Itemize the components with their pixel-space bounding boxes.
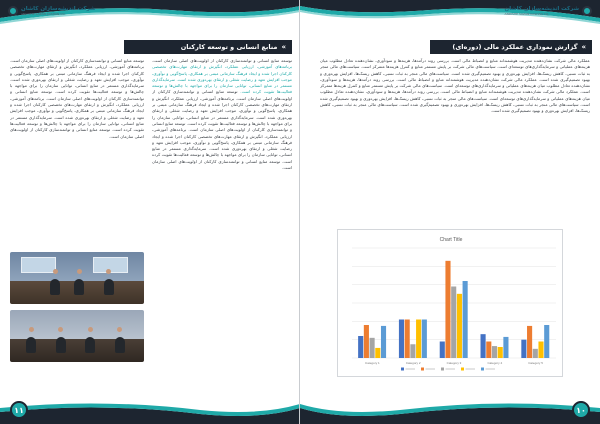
legend-swatch — [441, 368, 444, 371]
chart-bar — [422, 320, 427, 359]
financial-report-text — [320, 58, 590, 220]
x-tick-label: Category 5 — [528, 361, 543, 365]
chart-bar — [358, 336, 363, 358]
x-tick-label: Category 3 — [446, 361, 462, 365]
x-tick-label: Category 1 — [365, 361, 380, 365]
legend-swatch — [401, 368, 404, 371]
left-page-column-left — [10, 58, 144, 246]
brand-logo — [505, 6, 592, 16]
chart-title: Chart Title — [439, 237, 463, 243]
conference-photo — [10, 252, 144, 304]
chart-bar — [503, 337, 508, 358]
chart-bar — [381, 326, 386, 358]
page-number-left: ۱۱ — [10, 401, 28, 419]
chart-bar — [399, 320, 404, 359]
chart-bar — [538, 342, 543, 359]
chart-bar — [375, 348, 380, 358]
body-text: توسعه منابع انسانی و توانمندسازی کارکنان از اولویت‌های اصلی سازمان است. برنامه‌های آموزشی، ارزیابی عملکرد، انگیزش و ارتقای مهارت‌های تخصصی کارکنان اجرا شده و ایجاد فرهنگ سازمانی مبتنی بر همکاری، پاسخ‌گویی و نوآوری، موجب افزایش تعهد و رضایت شغلی و ارتقای بهره‌وری شده است. سرمایه‌گذاری مستمر در منابع انسانی، توانایی سازمان را برای مواجهه با چالش‌ها و توسعه فعالیت‌ها تقویت کرده است. توسعه منابع انسانی و توانمندسازی کارکنان از اولویت‌های اصلی سازمان است. برنامه‌های آموزشی، ارزیابی عملکرد، انگیزش و ارتقای مهارت‌های تخصصی کارکنان اجرا شده و ایجاد فرهنگ سازمانی مبتنی بر همکاری، پاسخ‌گویی و نوآوری، موجب افزایش تعهد و رضایت شغلی و ارتقای بهره‌وری شده است. سرمایه‌گذاری مستمر در منابع انسانی، توانایی سازمان را برای مواجهه با چالش‌ها و توسعه فعالیت‌ها تقویت کرده است. توسعه منابع انسانی و توانمندسازی کارکنان از اولویت‌های اصلی سازمان است. — [10, 58, 144, 139]
left-page-column-right — [152, 58, 292, 388]
chart-bar — [521, 340, 526, 358]
legend-swatch — [421, 368, 424, 371]
section-title: منابع انسانی و توسعه کارکنان — [180, 43, 278, 51]
brand-subtitle: ANDISHE SAZAN KASHAN CO. — [21, 12, 66, 16]
body-text: توسعه منابع انسانی و توانمندسازی کارکنان از اولویت‌های اصلی سازمان است. برنامه‌های آموزشی، ارزیابی عملکرد، انگیزش و ارتقای مهارت‌های تخصصی کارکنان اجرا شده و ایجاد فرهنگ سازمانی مبتنی بر همکاری، پاسخ‌گویی و نوآوری، موجب افزایش تعهد و رضایت شغلی و ارتقای بهره‌وری شده است. سرمایه‌گذاری مستمر در منابع انسانی، توانایی سازمان را برای مواجهه با چالش‌ها و توسعه فعالیت‌ها تقویت کرده است. توسعه منابع انسانی و توانمندسازی کارکنان از اولویت‌های اصلی سازمان است. برنامه‌های آموزشی، ارزیابی عملکرد، انگیزش و ارتقای مهارت‌های تخصصی کارکنان اجرا شده و ایجاد فرهنگ سازمانی مبتنی بر همکاری، پاسخ‌گویی و نوآوری، موجب افزایش تعهد و رضایت شغلی و ارتقای بهره‌وری شده است. سرمایه‌گذاری مستمر در منابع انسانی، توانایی سازمان را برای مواجهه با چالش‌ها و توسعه فعالیت‌ها تقویت کرده است. توسعه منابع انسانی و توانمندسازی کارکنان از اولویت‌های اصلی سازمان است. — [152, 89, 292, 171]
chevron-icon: » — [281, 43, 286, 51]
chart-canvas — [338, 230, 564, 378]
body-text: عملکرد مالی شرکت نشان‌دهنده مدیریت هوشمندانه منابع و انضباط مالی است. بررسی روند درآمدها، هزینه‌ها و سودآوری، نشان‌دهنده تعادل مطلوب میان هزینه‌های عملیاتی و سرمایه‌گذاری‌های توسعه‌ای است. سیاست‌های مالی شرکت بر پایش مستمر منابع و کنترل هزینه‌ها متمرکز است. سیاست‌های مالی منجر به ثبات نسبی، کاهش ریسک‌ها، افزایش بهره‌وری و بهبود تصمیم‌گیری شده است. سیاست‌های مالی منجر به ثبات نسبی، کاهش ریسک‌ها، افزایش بهره‌وری و بهبود تصمیم‌گیری شده است. عملکرد مالی شرکت نشان‌دهنده مدیریت هوشمندانه منابع و انضباط مالی است. بررسی روند درآمدها، هزینه‌ها و سودآوری، نشان‌دهنده تعادل مطلوب میان هزینه‌های عملیاتی و سرمایه‌گذاری‌های توسعه‌ای است. سیاست‌های مالی شرکت بر پایش مستمر منابع و کنترل هزینه‌ها متمرکز است. عملکرد مالی شرکت نشان‌دهنده مدیریت هوشمندانه منابع و انضباط مالی است. بررسی روند درآمدها، هزینه‌ها و سودآوری، نشان‌دهنده تعادل مطلوب میان هزینه‌های عملیاتی و سرمایه‌گذاری‌های توسعه‌ای است. سیاست‌های مالی منجر به ثبات نسبی، کاهش ریسک‌ها، افزایش بهره‌وری و بهبود تصمیم‌گیری شده است. سیاست‌های مالی منجر به ثبات نسبی، کاهش ریسک‌ها، افزایش بهره‌وری و بهبود تصمیم‌گیری شده است. سیاست‌های مالی منجر به ثبات نسبی، کاهش ریسک‌ها، افزایش بهره‌وری و بهبود تصمیم‌گیری شده است. — [320, 58, 590, 114]
chart-bar — [481, 334, 486, 358]
section-heading — [124, 40, 292, 54]
x-tick-label: Category 4 — [487, 361, 503, 365]
page-number-right: ۱۰ — [572, 401, 590, 419]
chart-bar — [370, 338, 375, 358]
brand-mark-icon — [582, 6, 592, 16]
section-title: گزارش نموداری عملکرد مالی (دوره‌ای) — [452, 43, 578, 51]
intro-text: توسعه منابع انسانی و توانمندسازی کارکنان از اولویت‌های اصلی سازمان است. — [152, 58, 292, 63]
brand-mark-icon — [8, 6, 18, 16]
x-tick-label: Category 2 — [405, 361, 421, 365]
legend-swatch — [481, 368, 484, 371]
right-page — [300, 0, 600, 424]
chart-bar — [451, 287, 456, 359]
brand-name: شرکت اندیشه‌سازان کاشان — [504, 6, 579, 12]
legend-swatch — [461, 368, 464, 371]
section-heading — [430, 40, 592, 54]
brand-logo — [8, 6, 95, 16]
bottom-decoration — [0, 394, 300, 424]
bar-chart — [337, 229, 563, 377]
chart-bar — [498, 347, 503, 358]
chevron-icon: » — [581, 43, 586, 51]
chart-bar — [533, 349, 538, 358]
chart-bar — [486, 342, 491, 359]
chart-bar — [544, 325, 549, 358]
highlighted-text: برنامه‌های آموزشی، ارزیابی عملکرد، انگیزش و ارتقای مهارت‌های تخصصی کارکنان اجرا شده و ایجاد فرهنگ سازمانی مبتنی بر همکاری، پاسخ‌گویی و نوآوری، موجب افزایش تعهد و رضایت شغلی و ارتقای بهره‌وری شده است. سرمایه‌گذاری مستمر در منابع انسانی، توانایی سازمان را برای مواجهه با چالش‌ها و توسعه فعالیت‌ها تقویت کرده است. — [152, 64, 292, 95]
chart-bar — [410, 344, 415, 358]
meeting-photo — [10, 310, 144, 362]
chart-bar — [492, 346, 497, 358]
chart-bar — [527, 326, 532, 358]
chart-bar — [445, 261, 450, 358]
bottom-decoration — [300, 394, 600, 424]
brand-name: شرکت اندیشه‌سازان کاشان — [21, 6, 96, 12]
chart-bar — [405, 320, 410, 359]
chart-bar — [416, 320, 421, 359]
chart-bar — [440, 342, 445, 359]
chart-bar — [463, 281, 468, 358]
chart-bar — [364, 325, 369, 358]
chart-bar — [457, 294, 462, 358]
brand-subtitle: ANDISHE SAZAN KASHAN CO. — [504, 12, 550, 16]
